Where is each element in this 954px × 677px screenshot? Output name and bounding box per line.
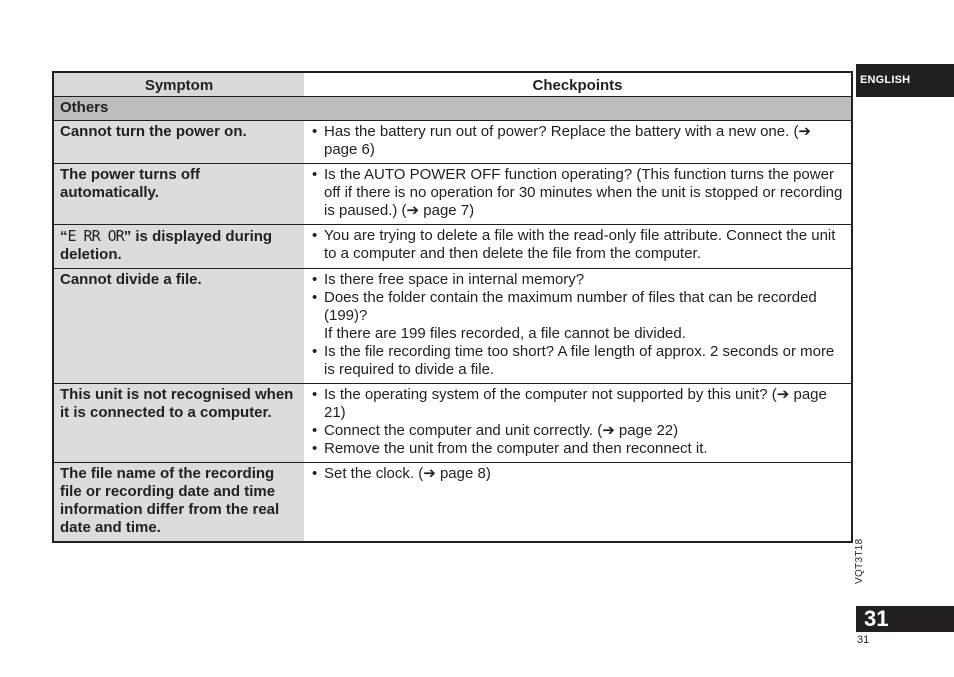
checkpoint-list [310, 123, 843, 159]
table-row [53, 268, 852, 383]
symptom-text: This unit is not recognised when it is connected to a computer. [60, 385, 294, 421]
checkpoints-cell [304, 462, 852, 542]
symptom-text: ” is displayed during deletion. [60, 227, 273, 263]
checkpoint-text: Connect the computer and unit correctly. (➔ page 22) [324, 421, 679, 439]
checkpoint-item [310, 166, 843, 220]
section-title: Others [53, 96, 852, 120]
checkpoints-cell [304, 383, 852, 462]
checkpoints-cell [304, 120, 852, 163]
checkpoint-list [310, 386, 843, 458]
section-row [53, 96, 852, 120]
checkpoint-list [310, 465, 843, 483]
symptom-text: Cannot turn the power on. [60, 122, 247, 140]
checkpoint-item [310, 465, 843, 483]
checkpoint-item [310, 123, 843, 159]
table-row [53, 224, 852, 268]
checkpoints-cell [304, 163, 852, 224]
error-display-glyph: E RR OR [67, 226, 124, 245]
checkpoint-text: Does the folder contain the maximum number of files that can be recorded (199)? [324, 288, 817, 324]
symptom-cell [53, 120, 304, 163]
checkpoints-column-header: Checkpoints [304, 72, 852, 96]
symptom-column-header: Symptom [53, 72, 304, 96]
page-number-small: 31 [857, 634, 870, 646]
language-tab: ENGLISH [856, 64, 954, 97]
symptom-cell [53, 224, 304, 268]
checkpoint-item [310, 227, 843, 263]
symptom-cell [53, 383, 304, 462]
troubleshooting-table [52, 71, 853, 543]
checkpoint-item [310, 422, 843, 440]
checkpoint-text: Is there free space in internal memory? [324, 270, 585, 288]
page-number-tab: 31 [856, 606, 954, 632]
checkpoint-text: Set the clock. (➔ page 8) [324, 464, 491, 482]
checkpoint-text: You are trying to delete a file with the read-only file attribute. Connect the unit to a computer and then delete the file from the computer. [324, 226, 836, 262]
symptom-cell [53, 163, 304, 224]
checkpoint-text: If there are 199 files recorded, a file cannot be divided. [324, 324, 686, 342]
checkpoint-list [310, 271, 843, 379]
checkpoint-text: Remove the unit from the computer and then reconnect it. [324, 439, 708, 457]
symptom-text: The file name of the recording file or recording date and time information differ from the real date and time. [60, 464, 280, 536]
checkpoint-item [310, 289, 843, 343]
symptom-quote-open: “ [60, 227, 68, 245]
checkpoint-item [310, 343, 843, 379]
symptom-cell [53, 268, 304, 383]
checkpoint-item [310, 386, 843, 422]
symptom-text: The power turns off automatically. [60, 165, 200, 201]
checkpoint-text: Is the file recording time too short? A file length of approx. 2 seconds or more is required to divide a file. [324, 342, 835, 378]
table-row [53, 163, 852, 224]
symptom-cell [53, 462, 304, 542]
checkpoint-item [310, 440, 843, 458]
checkpoint-list [310, 166, 843, 220]
symptom-text: Cannot divide a file. [60, 270, 202, 288]
checkpoint-text: Is the operating system of the computer not supported by this unit? (➔ page 21) [324, 385, 827, 421]
checkpoint-text: Has the battery run out of power? Replace the battery with a new one. (➔ page 6) [324, 122, 812, 158]
checkpoints-cell [304, 268, 852, 383]
table-row [53, 462, 852, 542]
model-code: VQT3T18 [854, 538, 865, 584]
table-row [53, 120, 852, 163]
checkpoint-text: Is the AUTO POWER OFF function operating? (This function turns the power off if there is no operation for 30 minutes when the unit is stopped or recording is paused.) (➔ page 7) [324, 165, 843, 219]
checkpoint-item [310, 271, 843, 289]
checkpoint-list [310, 227, 843, 263]
checkpoints-cell [304, 224, 852, 268]
table-row [53, 383, 852, 462]
table-header-row [53, 72, 852, 96]
